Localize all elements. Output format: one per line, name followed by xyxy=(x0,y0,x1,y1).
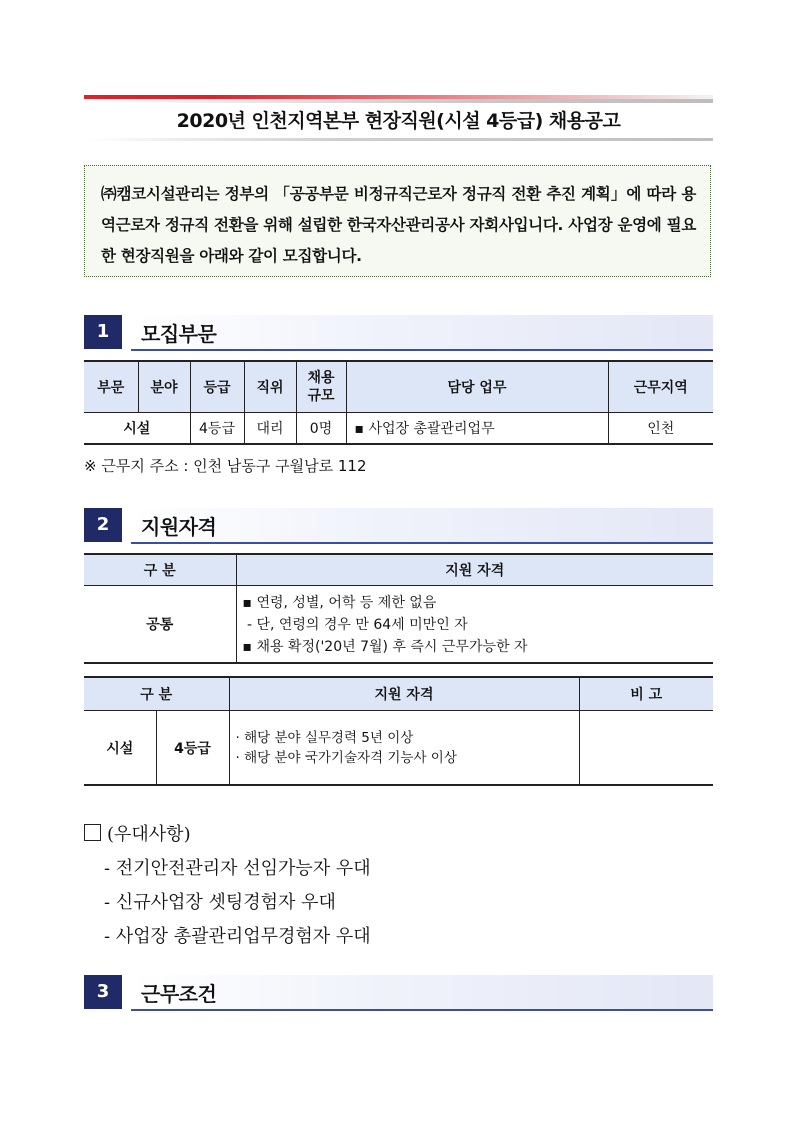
qualification-line: ▪ 채용 확정('20년 7월) 후 즉시 근무가능한 자 xyxy=(242,639,528,655)
section-header-2 xyxy=(84,508,713,544)
col-header: 부문 xyxy=(84,361,138,413)
section-title: 지원자격 xyxy=(141,515,217,539)
table-row xyxy=(84,711,713,786)
duty-cell: ▪ 사업장 총괄관리업무 xyxy=(346,413,608,445)
col-header: 지원 자격 xyxy=(229,677,579,711)
checkbox-icon xyxy=(84,824,101,841)
table-header-row xyxy=(84,361,713,413)
common-qualification-table xyxy=(84,553,713,664)
dept-field-cell: 시설 xyxy=(84,413,190,445)
title-bottom-bar xyxy=(84,138,713,141)
page-title: 2020년 인천지역본부 현장직원(시설 4등급) 채용공고 xyxy=(176,110,621,132)
position-cell: 대리 xyxy=(244,413,296,445)
col-header: 등급 xyxy=(190,361,244,413)
section-number: 1 xyxy=(84,315,122,349)
title-top-bar xyxy=(84,95,713,103)
preferences xyxy=(84,818,371,954)
section-header-1 xyxy=(84,315,713,351)
preferences-heading xyxy=(84,818,371,852)
qualification-line: - 단, 연령의 경우 만 64세 미만인 자 xyxy=(242,617,468,633)
intro-box: ㈜캠코시설관리는 정부의 「공공부문 비정규직근로자 정규직 전환 추진 계획」에 따라 용역근로자 정규직 전환을 위해 설립한 한국자산관리공사 자회사입니다. 사업장 운영에 필요한 현장직원을 아래와 같이 모집합니다. xyxy=(84,165,711,277)
table-header-row xyxy=(84,677,713,711)
title-banner xyxy=(84,95,713,141)
recruit-table xyxy=(84,360,713,445)
qualification-cell xyxy=(229,711,579,786)
col-header: 분야 xyxy=(138,361,190,413)
qualification-line: ▪ 연령, 성별, 어학 등 제한 없음 xyxy=(242,595,437,611)
col-header: 채용 규모 xyxy=(296,361,346,413)
col-header: 직위 xyxy=(244,361,296,413)
qualification-line: · 해당 분야 실무경력 5년 이상 xyxy=(235,729,414,746)
region-cell: 인천 xyxy=(608,413,713,445)
list-item: - 사업장 총괄관리업무경험자 우대 xyxy=(104,926,371,947)
col-header: 비 고 xyxy=(579,677,713,711)
preferences-heading-text: (우대사항) xyxy=(107,824,191,845)
table-header-row xyxy=(84,554,713,586)
col-header: 지원 자격 xyxy=(236,554,713,586)
count-cell: 0명 xyxy=(296,413,346,445)
qualification-line: · 해당 분야 국가기술자격 기능사 이상 xyxy=(235,749,457,766)
col-header: 구 분 xyxy=(84,677,229,711)
section-number: 2 xyxy=(84,508,122,542)
table-row xyxy=(84,586,713,664)
section-title: 근무조건 xyxy=(141,982,217,1006)
table-row xyxy=(84,413,713,445)
row-label: 공통 xyxy=(84,586,236,664)
col-header: 구 분 xyxy=(84,554,236,586)
specific-qualification-table xyxy=(84,676,713,786)
remark-cell xyxy=(579,711,713,786)
section-title: 모집부문 xyxy=(141,322,217,346)
list-item: - 전기안전관리자 선임가능자 우대 xyxy=(104,858,371,879)
section-number: 3 xyxy=(84,975,122,1009)
col-header: 근무지역 xyxy=(608,361,713,413)
dept-cell: 시설 xyxy=(84,711,156,786)
address-note: ※ 근무지 주소 : 인천 남동구 구월남로 112 xyxy=(84,457,367,475)
qualification-cell xyxy=(236,586,713,664)
col-header: 담당 업무 xyxy=(346,361,608,413)
grade-cell: 4등급 xyxy=(156,711,229,786)
section-header-3 xyxy=(84,975,713,1011)
list-item: - 신규사업장 셋팅경험자 우대 xyxy=(104,892,336,913)
grade-cell: 4등급 xyxy=(190,413,244,445)
